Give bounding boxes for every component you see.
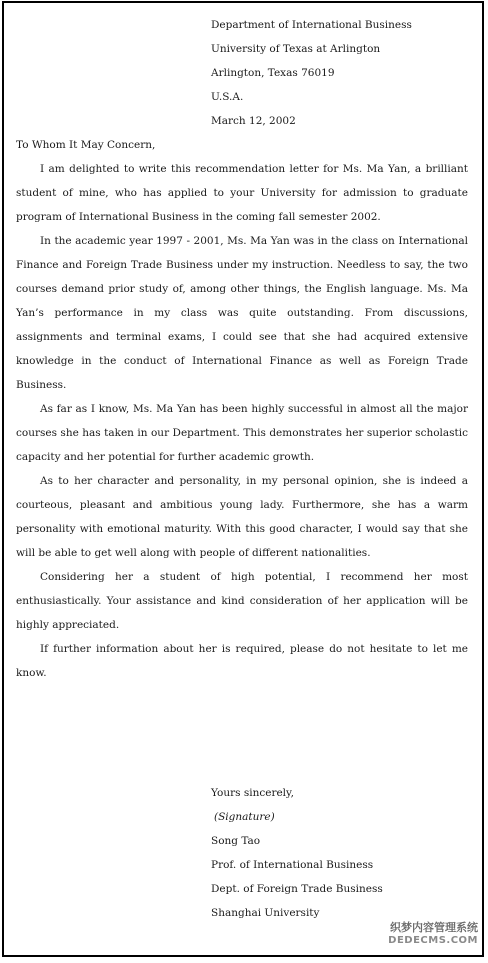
signer-title: Prof. of International Business	[211, 859, 374, 871]
signature: (Signature)	[214, 811, 275, 823]
address-country: U.S.A.	[211, 91, 244, 103]
address-university: University of Texas at Arlington	[211, 43, 381, 55]
body-paragraph: Considering her a student of high potential, I recommend her most enthusiastically. Your assistance and kind consideration of her application will be highly appreciated.	[16, 571, 468, 631]
body-paragraph: I am delighted to write this recommendation letter for Ms. Ma Yan, a brilliant student of mine, who has applied to your University for admission to graduate program of International Business in the coming fall semester 2002.	[16, 163, 468, 223]
address-department: Department of International Business	[211, 19, 412, 31]
address-city: Arlington, Texas 76019	[211, 67, 335, 79]
watermark-line2: DEDECMS.COM	[388, 935, 478, 946]
letter-body	[16, 157, 468, 685]
body-paragraph: If further information about her is required, please do not hesitate to let me know.	[16, 643, 468, 679]
letter-page	[2, 1, 484, 957]
watermark-line1: 织梦内容管理系统	[390, 921, 478, 934]
letter-closing	[211, 781, 383, 925]
letter-date: March 12, 2002	[211, 115, 296, 127]
signer-name: Song Tao	[211, 835, 261, 847]
signer-institution: Shanghai University	[211, 907, 320, 919]
valediction: Yours sincerely,	[211, 787, 294, 799]
salutation: To Whom It May Concern,	[16, 139, 156, 151]
sender-address	[211, 13, 412, 133]
signer-dept: Dept. of Foreign Trade Business	[211, 883, 383, 895]
body-paragraph: As to her character and personality, in my personal opinion, she is indeed a courteous, pleasant and ambitious young lady. Furthermore, she has a warm personality with emotional maturity. With this good character, I would say that she will be able to get well along with people of different nationalities.	[16, 475, 468, 559]
body-paragraph: In the academic year 1997 - 2001, Ms. Ma Yan was in the class on International Finance and Foreign Trade Business under my instruction. Needless to say, the two courses demand prior study of, among other things, the English language. Ms. Ma Yan’s performance in my class was quite outstanding. From discussions, assignments and terminal exams, I could see that she had acquired extensive knowledge in the conduct of International Finance as well as Foreign Trade Business.	[16, 235, 468, 391]
body-paragraph: As far as I know, Ms. Ma Yan has been highly successful in almost all the major courses she has taken in our Department. This demonstrates her superior scholastic capacity and her potential for further academic growth.	[16, 403, 468, 463]
site-watermark	[388, 921, 478, 947]
